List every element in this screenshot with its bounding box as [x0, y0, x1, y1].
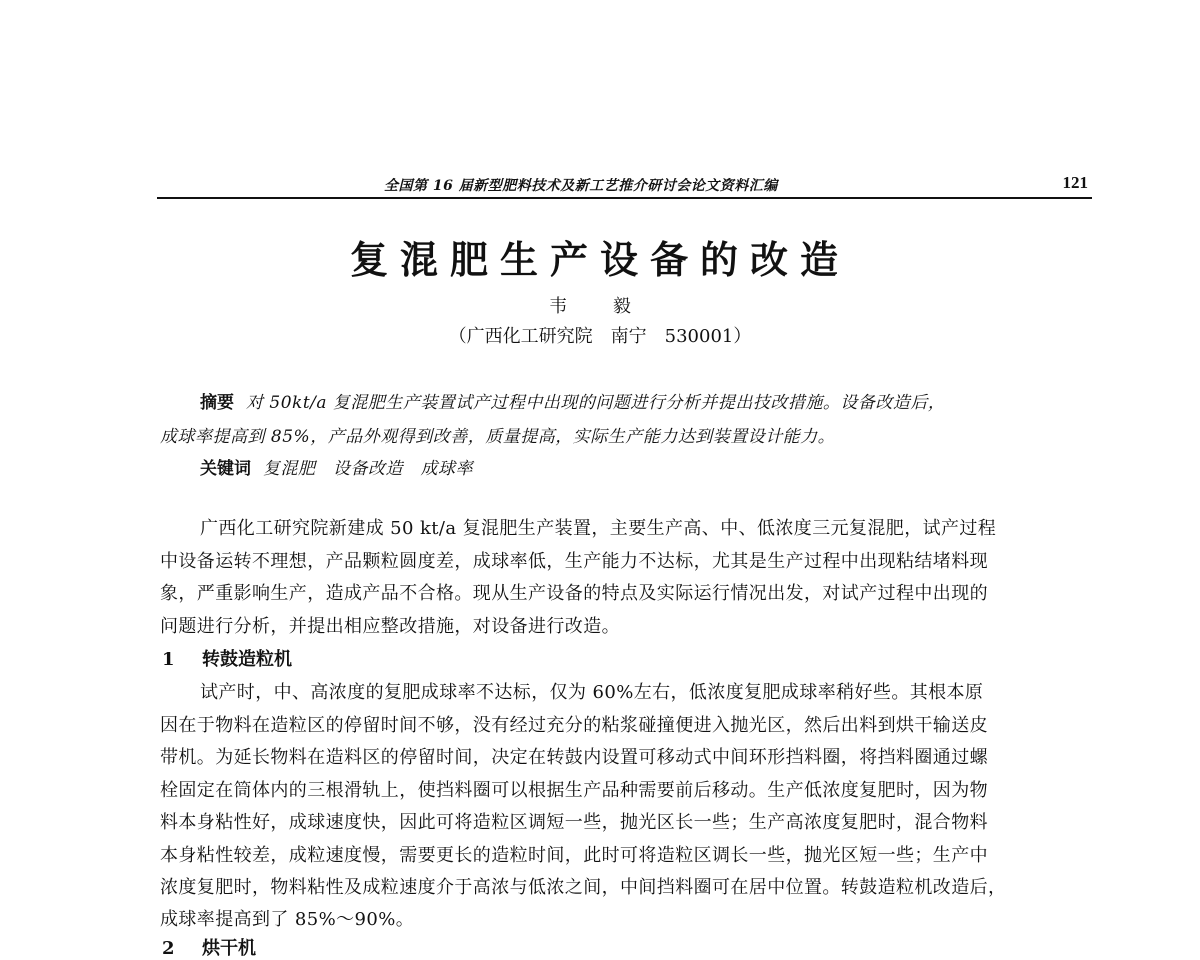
section-1-line: 试产时，中、高浓度的复肥成球率不达标，仅为 60%左右，低浓度复肥成球率稍好些。其根本原: [200, 682, 984, 703]
section-1-line: 带机。为延长物料在造料区的停留时间，决定在转鼓内设置可移动式中间环形挡料圈，将挡料圈通过螺: [160, 747, 988, 768]
keywords-line: [200, 454, 473, 479]
abstract-text-1: 对 50kt/a 复混肥生产装置试产过程中出现的问题进行分析并提出技改措施。设备改造后，: [246, 393, 946, 413]
abstract-text-2: 成球率提高到 85%，产品外观得到改善，质量提高，实际生产能力达到装置设计能力。: [160, 427, 836, 447]
page-number: 121: [1062, 173, 1088, 192]
section-1-line: 本身粘性较差，成粒速度慢，需要更长的造粒时间，此时可将造粒区调长一些，抛光区短一些；生产中: [160, 845, 988, 866]
keywords-label: 关键词: [200, 459, 251, 479]
author: 韦 毅: [549, 296, 651, 317]
affiliation: （广西化工研究院 南宁 530001）: [448, 326, 752, 347]
section-1-line: 栓固定在筒体内的三根滑轨上，使挡料圈可以根据生产品种需要前后移动。生产低浓度复肥时，因为物: [160, 780, 988, 801]
section-1-line: 料本身粘性好，成球速度快，因此可将造粒区调短一些，抛光区长一些；生产高浓度复肥时，混合物料: [160, 812, 988, 833]
intro-line: 问题进行分析，并提出相应整改措施，对设备进行改造。: [160, 616, 620, 637]
running-title: 全国第 16 届新型肥料技术及新工艺推介研讨会论文资料汇编: [384, 178, 778, 194]
abstract-line-1: [200, 388, 945, 413]
running-header: [157, 173, 1092, 199]
section-1-line: 因在于物料在造粒区的停留时间不够，没有经过充分的粘浆碰撞便进入抛光区，然后出料到烘干输送皮: [160, 715, 988, 736]
paper-title: 复混肥生产设备的改造: [349, 237, 850, 282]
intro-line: 广西化工研究院新建成 50 kt/a 复混肥生产装置，主要生产高、中、低浓度三元复混肥，试产过程: [200, 518, 997, 539]
section-title: 转鼓造粒机: [202, 649, 292, 670]
intro-line: 中设备运转不理想，产品颗粒圆度差，成球率低，生产能力不达标，尤其是生产过程中出现粘结堵料现: [160, 551, 988, 572]
keywords-text: 复混肥 设备改造 成球率: [263, 459, 473, 479]
section-number: 2: [162, 938, 175, 959]
abstract-line-2: [160, 422, 835, 447]
section-heading-1: [162, 645, 292, 671]
section-1-line: 浓度复肥时，物料粘性及成粒速度介于高浓与低浓之间，中间挡料圈可在居中位置。转鼓造粒机改造后，: [160, 877, 1007, 898]
section-1-line: 成球率提高到了 85%～90%。: [160, 909, 415, 930]
section-heading-2: [162, 934, 256, 960]
abstract-label: 摘要: [200, 393, 234, 413]
section-title: 烘干机: [202, 938, 256, 959]
section-number: 1: [162, 649, 175, 670]
intro-line: 象，严重影响生产，造成产品不合格。现从生产设备的特点及实际运行情况出发，对试产过程中出现的: [160, 583, 988, 604]
